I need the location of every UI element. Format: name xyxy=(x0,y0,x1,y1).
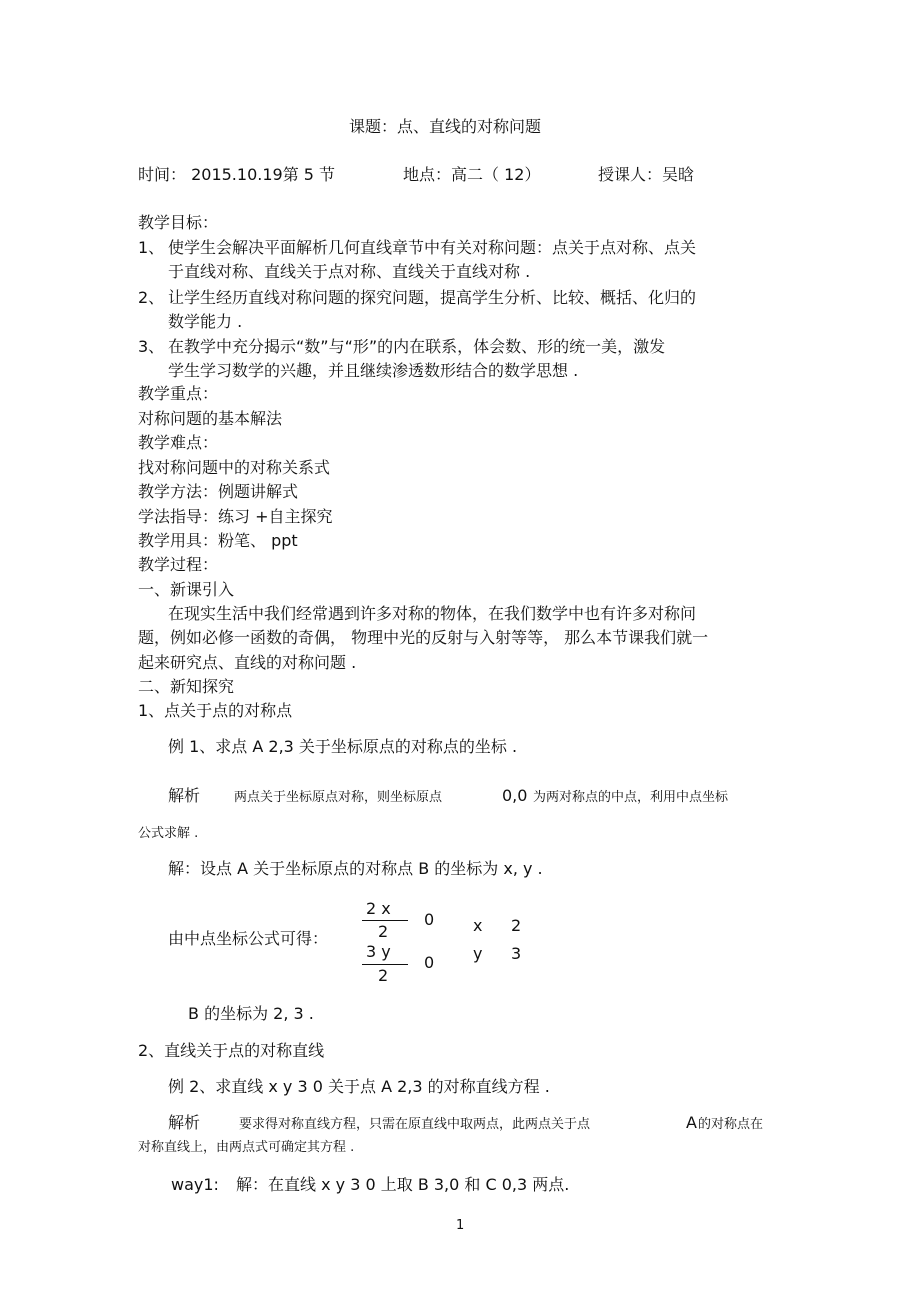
example1-analysis-text: 两点关于坐标原点对称，则坐标原点 xyxy=(234,790,443,805)
objectives-heading: 教学目标： xyxy=(138,213,219,232)
eq2-fraction-bar xyxy=(362,964,408,965)
example1-analysis-line2: 公式求解 . xyxy=(138,826,199,841)
key-point-text: 对称问题的基本解法 xyxy=(138,409,283,428)
eq1-rhs: 0 xyxy=(424,910,435,929)
eq1-fraction-bar xyxy=(362,920,408,921)
objective-2-line2: 数学能力 . xyxy=(168,312,243,331)
objective-1-number: 1、 xyxy=(138,238,165,257)
eq2-denominator: 2 xyxy=(378,966,389,985)
intro-heading: 一、新课引入 xyxy=(138,580,235,599)
explore-heading: 二、新知探究 xyxy=(138,677,235,696)
objective-3-number: 3、 xyxy=(138,337,165,356)
example1-analysis-origin: 0,0 xyxy=(502,786,528,805)
example2: 例 2、求直线 x y 3 0 关于点 A 2,3 的对称直线方程 . xyxy=(168,1077,550,1096)
result-y-var: y xyxy=(473,944,483,963)
eq2-rhs: 0 xyxy=(424,953,435,972)
objective-3-line1: 在教学中充分揭示“数”与“形”的内在联系，体会数、形的统一美，激发 xyxy=(168,337,666,356)
key-point-heading: 教学重点： xyxy=(138,384,219,403)
eq1-denominator: 2 xyxy=(378,922,389,941)
learning-guidance: 学法指导：练习 +自主探究 xyxy=(138,507,333,526)
way1-text: 解：在直线 x y 3 0 上取 B 3,0 和 C 0,3 两点. xyxy=(236,1175,570,1194)
difficulty-text: 找对称问题中的对称关系式 xyxy=(138,458,331,477)
example1-solution: 解：设点 A 关于坐标原点的对称点 B 的坐标为 x, y . xyxy=(168,859,543,878)
result-y-val: 3 xyxy=(511,944,522,963)
objective-1-line2: 于直线对称、直线关于点对称、直线关于直线对称 . xyxy=(168,262,531,281)
intro-line1: 在现实生活中我们经常遇到许多对称的物体，在我们数学中也有许多对称问 xyxy=(168,604,697,623)
example1-result: B 的坐标为 2, 3 . xyxy=(188,1004,314,1023)
section2-heading: 2、直线关于点的对称直线 xyxy=(138,1041,325,1060)
teaching-tools: 教学用具：粉笔、 ppt xyxy=(138,531,298,550)
page-number: 1 xyxy=(456,1218,465,1233)
result-x-var: x xyxy=(473,916,483,935)
example2-analysis-point: A xyxy=(686,1113,697,1132)
eq1-numerator: 2 x xyxy=(366,899,391,918)
lesson-place: 地点：高二（ 12） xyxy=(403,165,541,184)
eq2-numerator: 3 y xyxy=(366,942,391,961)
formula-label: 由中点坐标公式可得： xyxy=(168,929,329,948)
objective-1-line1: 使学生会解决平面解析几何直线章节中有关对称问题：点关于点对称、点关 xyxy=(168,238,697,257)
teaching-method: 教学方法：例题讲解式 xyxy=(138,482,299,501)
example2-analysis-label: 解析 xyxy=(168,1113,201,1132)
lesson-time: 时间： 2015.10.19第 5 节 xyxy=(138,165,336,184)
objective-3-line2: 学生学习数学的兴趣，并且继续渗透数形结合的数学思想 . xyxy=(168,361,579,380)
example1: 例 1、求点 A 2,3 关于坐标原点的对称点的坐标 . xyxy=(168,737,518,756)
lesson-teacher: 授课人：吴晗 xyxy=(598,165,695,184)
page-title: 课题：点、直线的对称问题 xyxy=(349,117,542,136)
example2-analysis-text: 要求得对称直线方程，只需在原直线中取两点，此两点关于点 xyxy=(239,1117,591,1132)
intro-line2: 题，例如必修一函数的奇偶， 物理中光的反射与入射等等， 那么本节课我们就一 xyxy=(138,628,709,647)
intro-line3: 起来研究点、直线的对称问题 . xyxy=(138,653,357,672)
example1-analysis-label: 解析 xyxy=(168,786,201,805)
result-x-val: 2 xyxy=(511,916,522,935)
example1-analysis-text2: 为两对称点的中点，利用中点坐标 xyxy=(533,790,729,805)
objective-2-line1: 让学生经历直线对称问题的探究问题，提高学生分析、比较、概括、化归的 xyxy=(168,288,697,307)
section1-heading: 1、点关于点的对称点 xyxy=(138,701,293,720)
example2-analysis-text2: 的对称点在 xyxy=(698,1117,764,1132)
teaching-process: 教学过程： xyxy=(138,555,219,574)
difficulty-heading: 教学难点： xyxy=(138,433,219,452)
example2-analysis-line2: 对称直线上，由两点式可确定其方程 . xyxy=(138,1140,355,1155)
objective-2-number: 2、 xyxy=(138,288,165,307)
way1-label: way1: xyxy=(171,1175,219,1194)
